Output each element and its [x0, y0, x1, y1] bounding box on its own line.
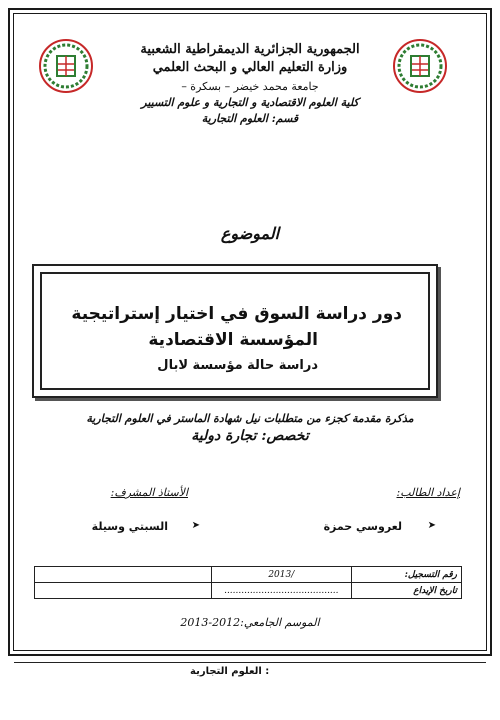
- registration-number-value: /2013: [211, 567, 351, 583]
- deposit-date-value: ........................................: [211, 583, 351, 599]
- table-cell-empty: [35, 567, 212, 583]
- footer-divider: [14, 662, 486, 663]
- registration-table: [34, 566, 462, 599]
- faculty-heading: كلية العلوم الاقتصادية و التجارية و علوم التسيير: [141, 96, 359, 109]
- academic-year: الموسم الجامعي:2012-2013: [180, 616, 320, 629]
- specialty: تخصص: تجارة دولية: [191, 428, 309, 444]
- arrow-bullet-icon: ➤: [427, 520, 436, 531]
- student-name: لعروسي حمزة: [323, 520, 402, 533]
- supervisor-name: السبتي وسيلة: [91, 520, 168, 533]
- department-heading: قسم: العلوم التجارية: [201, 112, 299, 125]
- supervisor-label: الأستاذ المشرف:: [110, 486, 188, 499]
- table-cell-empty: [35, 583, 212, 599]
- memo-description: مذكرة مقدمة كجزء من متطلبات نيل شهادة الماستر في العلوم التجارية: [86, 412, 414, 425]
- university-heading: جامعة محمد خيضر – بسكرة –: [181, 80, 319, 93]
- footer-text: : العلوم التجارية: [190, 666, 270, 677]
- table-row: [35, 583, 462, 599]
- title-line-1: دور دراسة السوق في اختيار إستراتيجية: [71, 304, 402, 324]
- title-line-2: المؤسسة الاقتصادية: [148, 330, 318, 350]
- title-line-3: دراسة حالة مؤسسة لابال: [157, 358, 318, 373]
- subject-label: الموضوع: [220, 224, 280, 243]
- table-row: [35, 567, 462, 583]
- ministry-heading: وزارة التعليم العالي و البحث العلمي: [152, 60, 348, 75]
- registration-number-label: رقم التسجيل:: [351, 567, 461, 583]
- title-box-inner: [40, 272, 430, 390]
- arrow-bullet-icon: ➤: [191, 520, 200, 531]
- title-box: [32, 264, 438, 398]
- student-label: إعداد الطالب:: [396, 486, 460, 499]
- deposit-date-label: تاريخ الإيداع: [351, 583, 461, 599]
- university-logo-left: [38, 38, 94, 94]
- republic-heading: الجمهورية الجزائرية الديمقراطية الشعبية: [140, 42, 360, 57]
